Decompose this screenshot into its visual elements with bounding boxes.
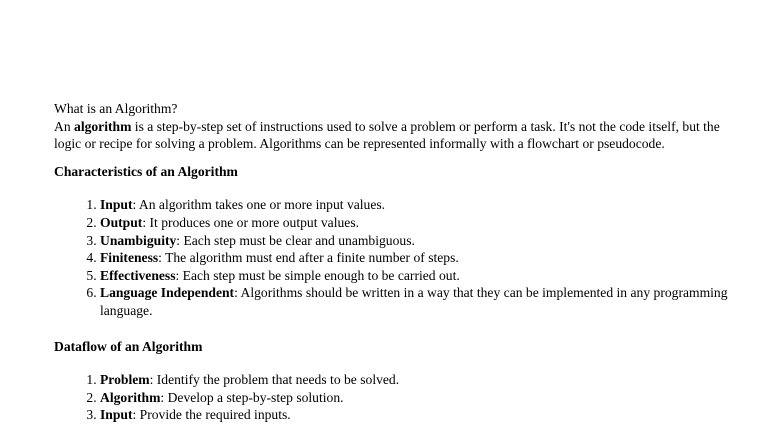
list-item xyxy=(100,267,744,285)
characteristics-list xyxy=(54,196,744,319)
list-item xyxy=(100,214,744,232)
question-heading: What is an Algorithm? xyxy=(54,101,178,116)
list-item xyxy=(100,284,744,319)
item-desc: : Provide the required inputs. xyxy=(132,407,291,423)
document-content xyxy=(54,100,744,424)
item-term: Problem xyxy=(100,372,150,388)
intro-prefix: An xyxy=(54,118,75,134)
item-term: Input xyxy=(100,197,133,213)
dataflow-heading: Dataflow of an Algorithm xyxy=(54,338,203,354)
list-item xyxy=(100,196,744,214)
characteristics-heading: Characteristics of an Algorithm xyxy=(54,163,238,179)
list-item xyxy=(100,389,744,407)
item-desc: : An algorithm takes one or more input values. xyxy=(132,197,386,213)
item-term: Input xyxy=(100,407,133,423)
item-desc: : Develop a step-by-step solution. xyxy=(160,389,344,405)
item-term: Algorithm xyxy=(100,389,161,405)
item-term: Language Independent xyxy=(100,285,235,301)
item-desc: : Each step must be clear and unambiguous. xyxy=(176,232,415,248)
item-term: Unambiguity xyxy=(100,232,177,248)
intro-bold-term: algorithm xyxy=(74,118,132,134)
list-item xyxy=(100,232,744,250)
list-item xyxy=(100,249,744,267)
list-item xyxy=(100,371,744,389)
item-desc: : Algorithms should be written in a way that they can be implemented in any programming language. xyxy=(100,285,728,318)
item-desc: : It produces one or more output values. xyxy=(142,214,360,230)
item-desc: : Identify the problem that needs to be solved. xyxy=(149,372,400,388)
list-item xyxy=(100,406,744,424)
intro-paragraph xyxy=(54,118,744,153)
intro-rest: is a step-by-step set of instructions used to solve a problem or perform a task. It's not the code itself, but the logic or recipe for solving a problem. Algorithms can be represented informally with a flowchart or pseudocode. xyxy=(54,118,720,152)
item-term: Output xyxy=(100,214,143,230)
item-term: Finiteness xyxy=(100,250,159,266)
item-desc: : The algorithm must end after a finite number of steps. xyxy=(158,250,459,266)
dataflow-list xyxy=(54,371,744,424)
item-desc: : Each step must be simple enough to be carried out. xyxy=(175,267,460,283)
item-term: Effectiveness xyxy=(100,267,176,283)
